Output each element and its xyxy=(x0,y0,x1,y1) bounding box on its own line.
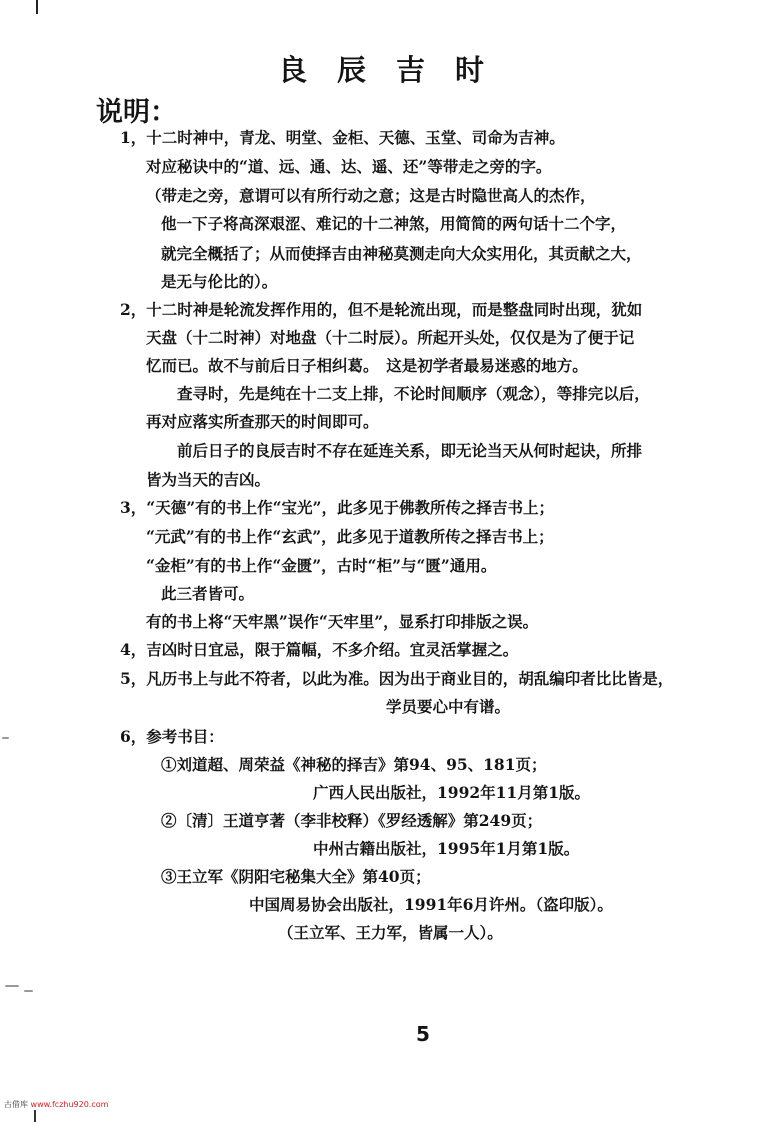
scan-speck xyxy=(2,737,9,739)
watermark-url: www.fczhu920.com xyxy=(30,1100,109,1109)
page-title: 良辰吉时 xyxy=(277,53,514,87)
text-line: 皆为当天的吉凶。 xyxy=(146,470,271,489)
text-line: 2，十二时神是轮流发挥作用的，但不是轮流出现，而是整盘同时出现，犹如 xyxy=(120,300,643,319)
text-line: “金柜”有的书上作“金匮”，古时“柜”与“匮”通用。 xyxy=(146,556,497,575)
text-line: ①刘道超、周荣益《神秘的择吉》第94、95、181页； xyxy=(161,755,547,774)
text-line: 5，凡历书上与此不符者，以此为准。因为出于商业目的，胡乱编印者比比皆是， xyxy=(120,669,674,688)
text-line: 前后日子的良辰吉时不存在延连关系，即无论当天从何时起诀，所排 xyxy=(177,441,643,460)
text-line: 广西人民出版社，1992年11月第1版。 xyxy=(313,783,590,802)
text-line: 此三者皆可。 xyxy=(161,584,255,603)
text-line: 4，吉凶时日宜忌，限于篇幅，不多介绍。宜灵活掌握之。 xyxy=(120,640,519,659)
watermark xyxy=(4,1099,108,1110)
text-line: 中国周易协会出版社，1991年6月许州。（盗印版）。 xyxy=(249,895,613,914)
scan-speck xyxy=(24,990,33,992)
text-line: 学员要心中有谱。 xyxy=(386,697,511,716)
watermark-site-name: 古借库 xyxy=(4,1100,28,1109)
scan-artifact-bottom xyxy=(34,1110,36,1122)
text-line: 有的书上将“天牢黑”误作“天牢里”，显系打印排版之误。 xyxy=(146,612,539,631)
text-line: 天盘（十二时神）对地盘（十二时辰）。所起开头处，仅仅是为了便于记 xyxy=(146,328,635,347)
text-line: （王立军、王力军，皆属一人）。 xyxy=(278,923,503,942)
page-number: 5 xyxy=(416,1022,430,1046)
text-line: 1，十二时神中，青龙、明堂、金柜、天德、玉堂、司命为吉神。 xyxy=(120,128,565,147)
section-heading: 说明： xyxy=(96,97,177,128)
text-line: 再对应落实所查那天的时间即可。 xyxy=(146,412,379,431)
text-line: （带走之旁，意谓可以有所行动之意；这是古时隐世高人的杰作， xyxy=(146,186,596,205)
text-line: 他一下子将高深艰涩、难记的十二神煞，用简简的两句话十二个字， xyxy=(161,214,627,233)
text-line: 就完全概括了；从而使择吉由神秘莫测走向大众实用化，其贡献之大， xyxy=(161,244,642,263)
text-line: 3，“天德”有的书上作“宝光”，此多见于佛教所传之择吉书上； xyxy=(120,498,554,517)
text-line: ②〔清〕王道亨著（李非校释）《罗经透解》第249页； xyxy=(161,811,543,830)
text-line: 忆而已。故不与前后日子相纠葛。 这是初学者最易迷惑的地方。 xyxy=(146,356,588,375)
text-line: ③王立军《阴阳宅秘集大全》第40页； xyxy=(161,867,431,886)
text-line: 是无与伦比的）。 xyxy=(161,272,278,291)
text-line: 6，参考书目： xyxy=(120,727,224,746)
scan-speck xyxy=(5,985,19,987)
text-line: 查寻时，先是纯在十二支上排，不论时间顺序（观念），等排完以后， xyxy=(177,384,650,403)
text-line: “元武”有的书上作“玄武”，此多见于道教所传之择吉书上； xyxy=(146,527,554,546)
scan-artifact-top xyxy=(36,0,38,14)
text-line: 对应秘诀中的“道、远、通、达、遥、还”等带走之旁的字。 xyxy=(146,157,552,176)
text-line: 中州古籍出版社，1995年1月第1版。 xyxy=(313,839,580,858)
